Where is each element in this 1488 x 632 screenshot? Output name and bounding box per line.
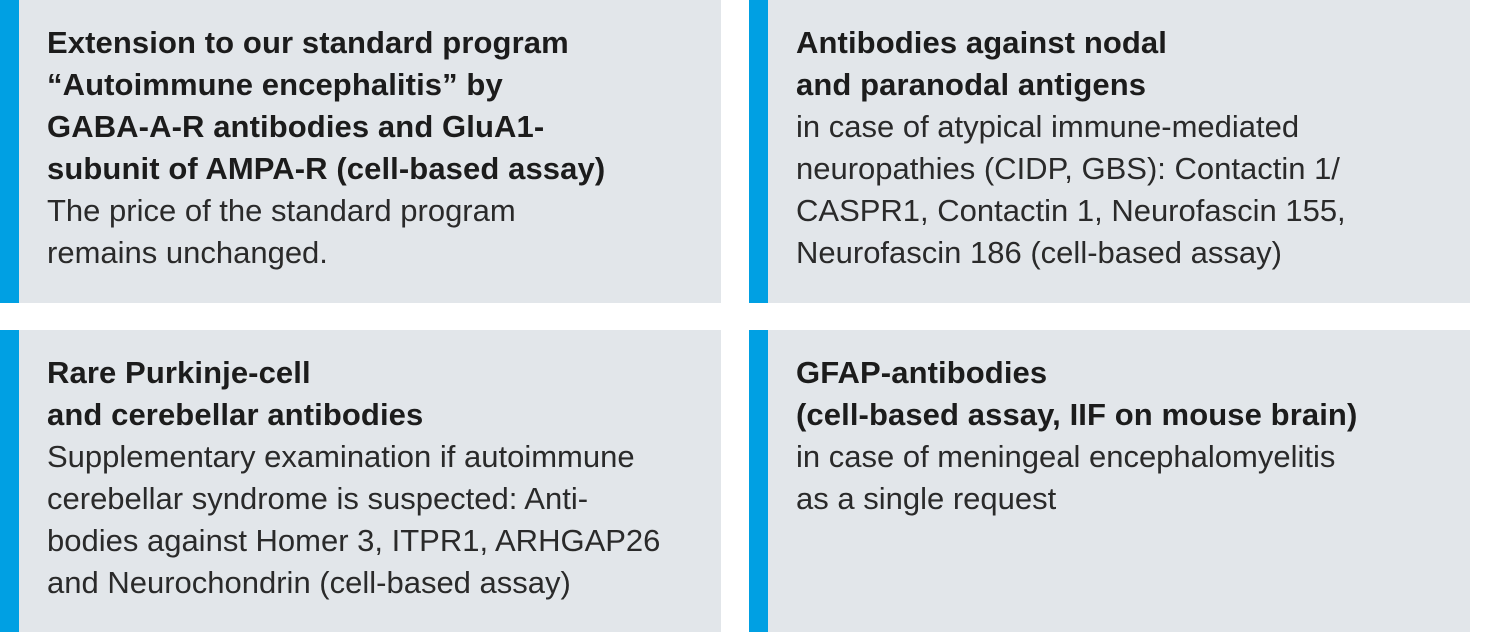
body-line: in case of atypical immune-mediated bbox=[796, 109, 1300, 144]
body-line: and Neurochondrin (cell-based assay) bbox=[47, 565, 571, 600]
card-body bbox=[47, 190, 701, 274]
body-line: remains unchanged. bbox=[47, 235, 328, 270]
body-line: CASPR1, Contactin 1, Neurofascin 155, bbox=[796, 193, 1346, 228]
card-title bbox=[796, 352, 1450, 436]
body-line: Neurofascin 186 (cell-based assay) bbox=[796, 235, 1282, 270]
card-gfap bbox=[749, 330, 1470, 632]
card-body bbox=[796, 106, 1450, 274]
title-line: GABA-A-R antibodies and GluA1- bbox=[47, 109, 545, 144]
body-line: cerebellar syndrome is suspected: Anti- bbox=[47, 481, 589, 516]
title-line: Antibodies against nodal bbox=[796, 25, 1167, 60]
card-nodal-paranodal bbox=[749, 0, 1470, 303]
title-line: Rare Purkinje-cell bbox=[47, 355, 311, 390]
card-title bbox=[47, 352, 701, 436]
title-line: Extension to our standard program bbox=[47, 25, 569, 60]
title-line: subunit of AMPA-R (cell-based assay) bbox=[47, 151, 606, 186]
title-line: “Autoimmune encephalitis” by bbox=[47, 67, 503, 102]
card-body bbox=[796, 436, 1450, 520]
title-line: (cell-based assay, IIF on mouse brain) bbox=[796, 397, 1358, 432]
card-title bbox=[47, 22, 701, 190]
card-purkinje-cerebellar bbox=[0, 330, 721, 632]
body-line: in case of meningeal encephalomyelitis bbox=[796, 439, 1336, 474]
body-line: The price of the standard program bbox=[47, 193, 516, 228]
body-line: bodies against Homer 3, ITPR1, ARHGAP26 bbox=[47, 523, 661, 558]
body-line: neuropathies (CIDP, GBS): Contactin 1/ bbox=[796, 151, 1340, 186]
title-line: and paranodal antigens bbox=[796, 67, 1147, 102]
card-body bbox=[47, 436, 701, 604]
body-line: as a single request bbox=[796, 481, 1057, 516]
card-title bbox=[796, 22, 1450, 106]
title-line: GFAP-antibodies bbox=[796, 355, 1048, 390]
title-line: and cerebellar antibodies bbox=[47, 397, 424, 432]
card-gaba-ampa bbox=[0, 0, 721, 303]
body-line: Supplementary examination if autoimmune bbox=[47, 439, 635, 474]
